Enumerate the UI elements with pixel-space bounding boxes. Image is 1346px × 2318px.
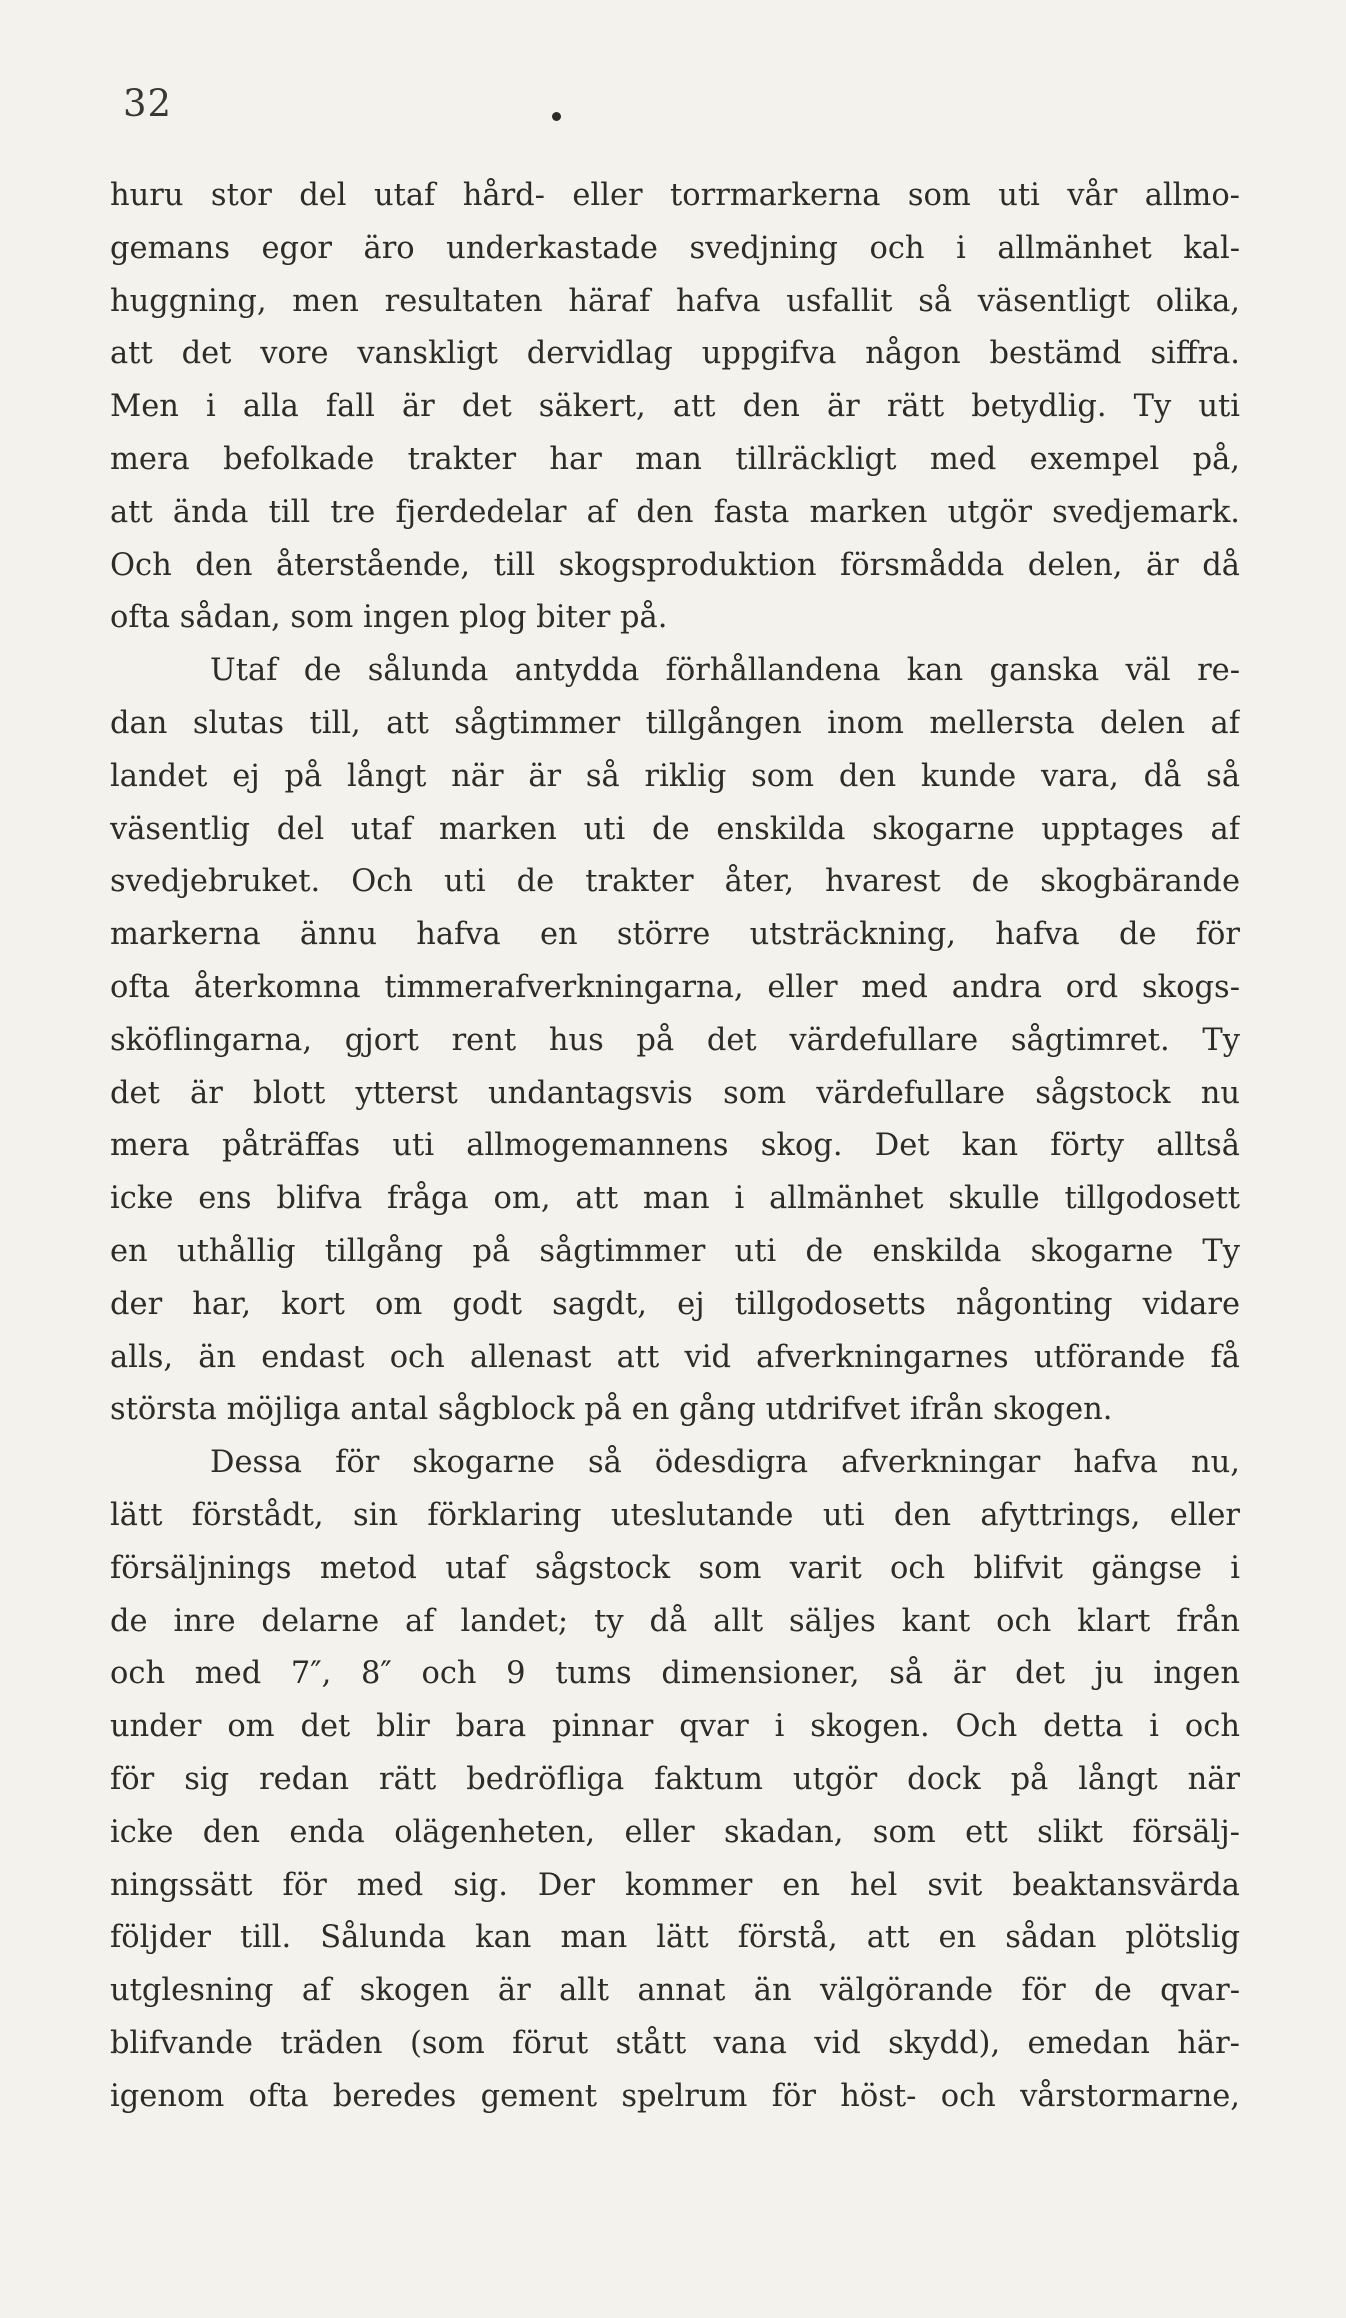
text-line: huggning, men resultaten häraf hafva usfallit så väsentligt olika,: [110, 283, 1240, 319]
text-line: för sig redan rätt bedröfliga faktum utgör dock på långt när: [110, 1761, 1240, 1797]
text-line: under om det blir bara pinnar qvar i skogen. Och detta i och: [110, 1709, 1240, 1745]
text-line: lätt förstådt, sin förklaring uteslutande uti den afyttrings, eller: [110, 1497, 1240, 1533]
text-line: följder till. Sålunda kan man lätt förstå, att en sådan plötslig: [110, 1920, 1240, 1956]
text-line: att ända till tre fjerdedelar af den fasta marken utgör svedjemark.: [110, 494, 1240, 530]
text-line: Dessa för skogarne så ödesdigra afverkningar hafva nu,: [210, 1445, 1240, 1481]
text-line: icke den enda olägenheten, eller skadan, som ett slikt försälj-: [110, 1814, 1240, 1850]
text-line: blifvande träden (som förut stått vana vid skydd), emedan här-: [110, 2025, 1240, 2061]
page-number: 32: [123, 82, 173, 125]
text-line: dan slutas till, att sågtimmer tillgången inom mellersta delen af: [110, 705, 1240, 741]
text-line: mera befolkade trakter har man tillräckligt med exempel på,: [110, 441, 1240, 477]
text-line: de inre delarne af landet; ty då allt säljes kant och klart från: [110, 1603, 1240, 1639]
text-line: alls, än endast och allenast att vid afverkningarnes utförande få: [110, 1339, 1240, 1375]
text-line: en uthållig tillgång på sågtimmer uti de enskilda skogarne Ty: [110, 1233, 1240, 1269]
text-line: största möjliga antal sågblock på en gång utdrifvet ifrån skogen.: [110, 1392, 1113, 1428]
text-line: ofta återkomna timmerafverkningarna, eller med andra ord skogs-: [110, 969, 1240, 1005]
text-line: gemans egor äro underkastade svedjning och i allmänhet kal-: [110, 230, 1240, 266]
printer-dot-mark: [552, 112, 561, 121]
text-line: ningssätt för med sig. Der kommer en hel svit beaktansvärda: [110, 1867, 1240, 1903]
text-line: huru stor del utaf hård- eller torrmarkerna som uti vår allmo-: [110, 178, 1240, 213]
text-line: utglesning af skogen är allt annat än välgörande för de qvar-: [110, 1973, 1240, 2009]
text-line: mera påträffas uti allmogemannens skog. Det kan förty alltså: [110, 1128, 1240, 1164]
text-line: att det vore vanskligt dervidlag uppgifva någon bestämd siffra.: [110, 336, 1240, 372]
text-line: Utaf de sålunda antydda förhållandena kan ganska väl re-: [210, 653, 1240, 689]
text-line: försäljnings metod utaf sågstock som varit och blifvit gängse i: [110, 1550, 1240, 1586]
text-line: det är blott ytterst undantagsvis som värdefullare sågstock nu: [110, 1075, 1240, 1111]
text-line: ofta sådan, som ingen plog biter på.: [110, 600, 668, 636]
text-line: Och den återstående, till skogsproduktion försmådda delen, är då: [110, 547, 1240, 583]
text-line: svedjebruket. Och uti de trakter åter, hvarest de skogbärande: [110, 864, 1240, 900]
text-line: Men i alla fall är det säkert, att den är rätt betydlig. Ty uti: [110, 389, 1240, 425]
text-line: och med 7″, 8″ och 9 tums dimensioner, så är det ju ingen: [110, 1656, 1240, 1692]
body-text: [110, 170, 1240, 2123]
text-line: icke ens blifva fråga om, att man i allmänhet skulle tillgodosett: [110, 1181, 1240, 1217]
text-line: igenom ofta beredes gement spelrum för höst- och vårstormarne,: [110, 2078, 1240, 2114]
text-line: sköflingarna, gjort rent hus på det värdefullare sågtimret. Ty: [110, 1022, 1240, 1058]
text-line: landet ej på långt när är så riklig som den kunde vara, då så: [110, 758, 1240, 794]
text-line: der har, kort om godt sagdt, ej tillgodosetts någonting vidare: [110, 1286, 1240, 1322]
text-line: väsentlig del utaf marken uti de enskilda skogarne upptages af: [110, 811, 1240, 847]
text-line: markerna ännu hafva en större utsträckning, hafva de för: [110, 917, 1240, 953]
